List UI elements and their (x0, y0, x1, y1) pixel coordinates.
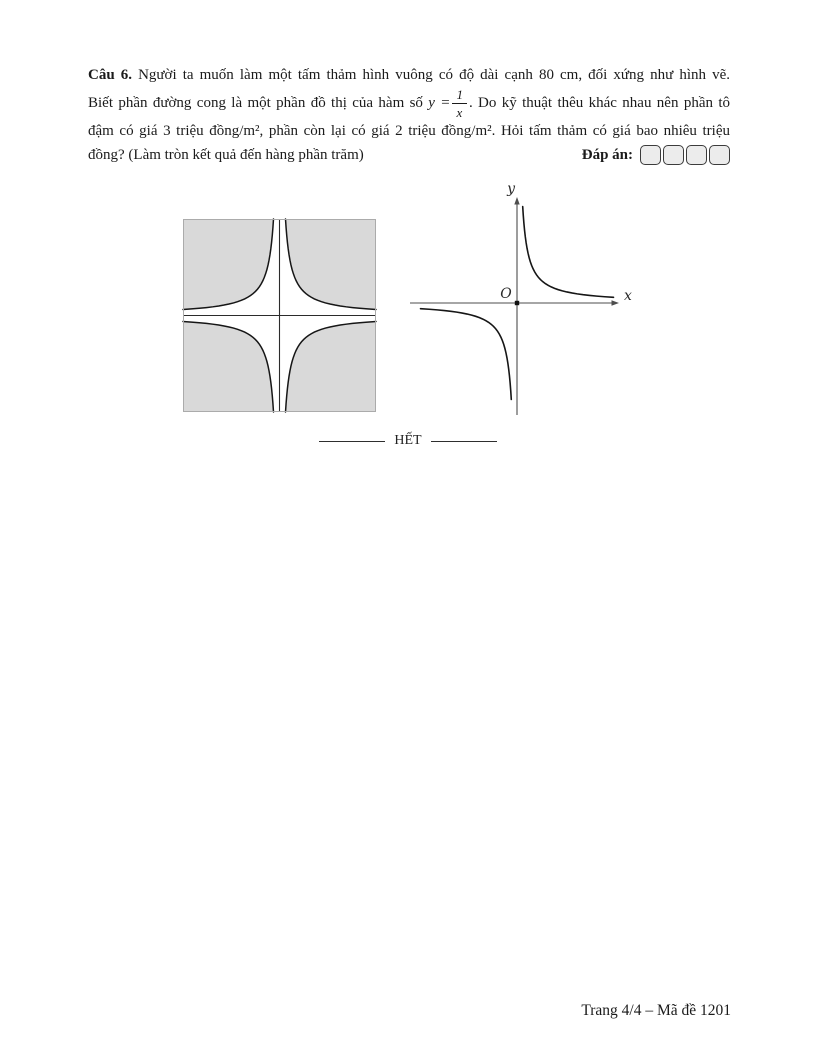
answer-box-4[interactable] (709, 145, 730, 165)
function-graph-figure (402, 178, 637, 418)
answer-box-2[interactable] (663, 145, 684, 165)
answer-box-1[interactable] (640, 145, 661, 165)
end-divider (0, 431, 816, 451)
answer-box-3[interactable] (686, 145, 707, 165)
question-line-1-text: Người ta muốn làm một tấm thảm hình vuông có độ dài cạnh 80 cm, đối xứng như hình vẽ. (138, 67, 730, 83)
divider-text: HẾT (394, 433, 422, 448)
x-axis-label: x (624, 288, 632, 304)
question-line-3-text: đậm có giá 3 triệu đồng/m², phần còn lại có giá 2 triệu đồng/m². Hỏi tấm thảm có giá bao nhiêu triệu (88, 123, 730, 140)
page-footer: Trang 4/4 – Mã đề 1201 (581, 1002, 731, 1019)
hyperbola-upper-branch (523, 207, 614, 298)
y-axis-arrow-icon (514, 197, 519, 205)
fraction-numerator: 1 (456, 87, 463, 103)
fraction-denominator: x (452, 103, 467, 119)
question-line-2-after: . Do kỹ thuật thêu khác nhau nên phần tô (468, 95, 731, 111)
x-axis-arrow-icon (612, 300, 620, 305)
y-axis-label: y (507, 181, 515, 197)
divider-right-rule (431, 441, 497, 442)
fraction-one-over-x (452, 88, 467, 119)
carpet-figure (183, 219, 376, 412)
hyperbola-lower-branch (421, 309, 512, 400)
question-line-4-text: đồng? (Làm tròn kết quả đến hàng phần trăm) (88, 147, 364, 164)
question-line-2-before: Biết phần đường cong là một phần đồ thị của hàm số (88, 95, 423, 111)
question-line-4 (88, 143, 730, 167)
divider-left-rule (319, 441, 385, 442)
formula-lhs: y = (428, 95, 451, 111)
answer-label: Đáp án: (581, 147, 633, 164)
question-number: Câu 6. (88, 67, 133, 83)
answer-area (582, 143, 730, 167)
question-line-1 (88, 63, 730, 88)
question-line-3 (88, 119, 730, 143)
origin-label: O (500, 286, 512, 302)
answer-boxes (640, 145, 730, 165)
origin-point-marker (515, 301, 519, 305)
question-block (88, 63, 730, 167)
question-line-2 (88, 88, 730, 119)
